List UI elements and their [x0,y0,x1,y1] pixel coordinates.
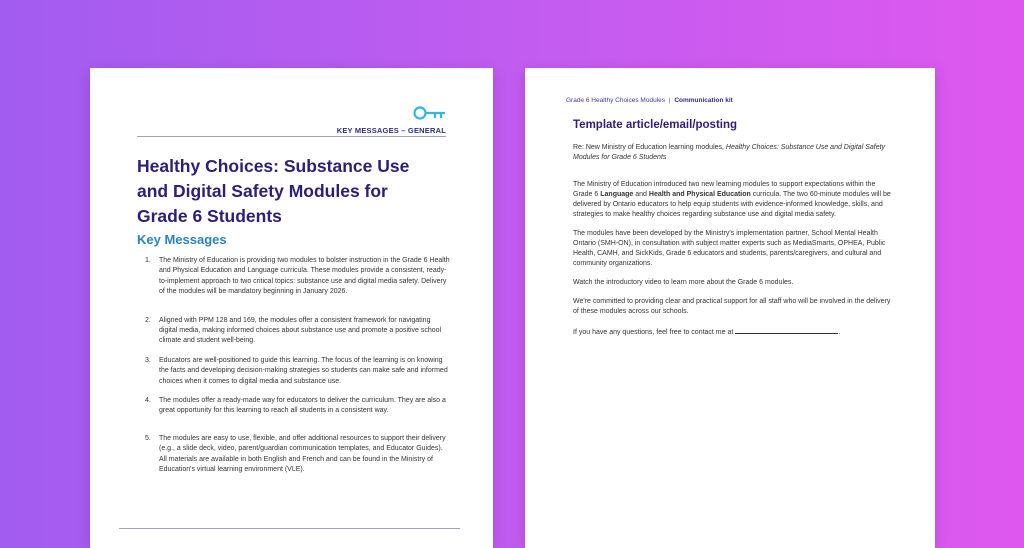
contact-blank-line [735,326,841,336]
list-item [145,434,450,476]
key-messages-heading: Key Messages [137,232,227,247]
paragraph-intro [573,180,893,220]
paragraph-text: The Ministry of Education introduced two new learning modules to support expectations within the Grade 6 [573,181,876,198]
communication-kit-page [525,68,935,548]
curriculum-health-pe: Health and Physical Education [648,191,751,198]
subject-line [573,143,893,163]
list-item-number: 1. [145,257,151,264]
paragraph-video: Watch the introductory video to learn more about the Grade 6 modules. [573,279,794,286]
list-item [145,316,450,347]
list-item-text: The modules are easy to use, flexible, and offer additional resources to support their delivery (e.g., a slide deck, video, parent/guardian communication templates, and Educator Guides). All materials are available in both English and French and can be found in the Ministry of Education's virtual learning environment (VLE). [159,434,446,474]
section-tag: KEY MESSAGES – GENERAL [336,126,446,135]
paragraph-text: and [633,191,649,198]
list-item [145,396,450,417]
list-item-text: Aligned with PPM 128 and 169, the modules offer a consistent framework for navigating digital media, making informed choices about substance use and promote a positive school climate and student well-being. [159,316,442,345]
paragraph-support: We're committed to providing clear and practical support for all staff who will be involved in the delivery of these modules across our schools. [573,298,891,315]
key-messages-list [145,256,450,476]
paragraph-text: . [838,329,841,336]
list-item-text: The modules offer a ready-made way for educators to deliver the curriculum. They are also a great opportunity for this learning to reach all students in a consistent way. [159,397,446,415]
subject-prefix: Re: New Ministry of Education learning modules, [573,144,726,151]
running-header-title: Grade 6 Healthy Choices Modules [566,97,665,104]
key-icon [413,103,447,123]
key-messages-page [90,68,493,548]
list-item-number: 2. [145,316,151,324]
running-header [566,97,733,104]
running-header-section: Communication kit [674,97,733,104]
running-header-separator: | [668,97,671,104]
list-item-number: 3. [145,356,151,364]
list-item-text: The Ministry of Education is providing two modules to bolster instruction in the Grade 6 Health and Physical Education and Language curricula. These modules provide a consistent, ready-to-implement approach to two critical topics: substance use and digital media safety. Delivery of the modules will be mandatory beginning in January 2026. [159,257,450,296]
list-item-number: 5. [145,434,151,442]
subject-module-title: Healthy Choices: Substance Use and Digital Safety Modules for Grade 6 Students [573,144,886,161]
document-title: Healthy Choices: Substance Use and Digital Safety Modules for Grade 6 Students [137,156,410,226]
list-item [145,356,450,387]
list-item-text: Educators are well-positioned to guide this learning. The focus of the learning is on knowing the facts and developing decision-making strategies so students can make safe and informed choices when it comes to digital media and substance use. [159,356,448,385]
footer-divider [119,528,460,529]
article-body [573,180,893,347]
header-divider [137,136,446,137]
list-item [145,256,450,298]
paragraph-partners: The modules have been developed by the Ministry's implementation partner, School Mental Health Ontario (SMH-ON), in consultation with subject matter experts such as MediaSmarts, OPHEA, Public Health, CAMH, and SickKids, Grade 6 educators and students, parents/caregivers, and cultural and community organizations. [573,230,886,267]
template-title: Template article/email/posting [573,119,738,131]
paragraph-contact [573,326,893,338]
curriculum-language: Language [600,191,634,198]
list-item-number: 4. [145,397,151,405]
paragraph-text: curricula. The two 60-minute modules will be delivered by Ontario educators to help equip students with evidence-informed knowledge, skills, and strategies to make healthy choices regarding substance use and digital media safety. [573,191,891,218]
paragraph-text: If you have any questions, feel free to contact me at [573,329,736,336]
